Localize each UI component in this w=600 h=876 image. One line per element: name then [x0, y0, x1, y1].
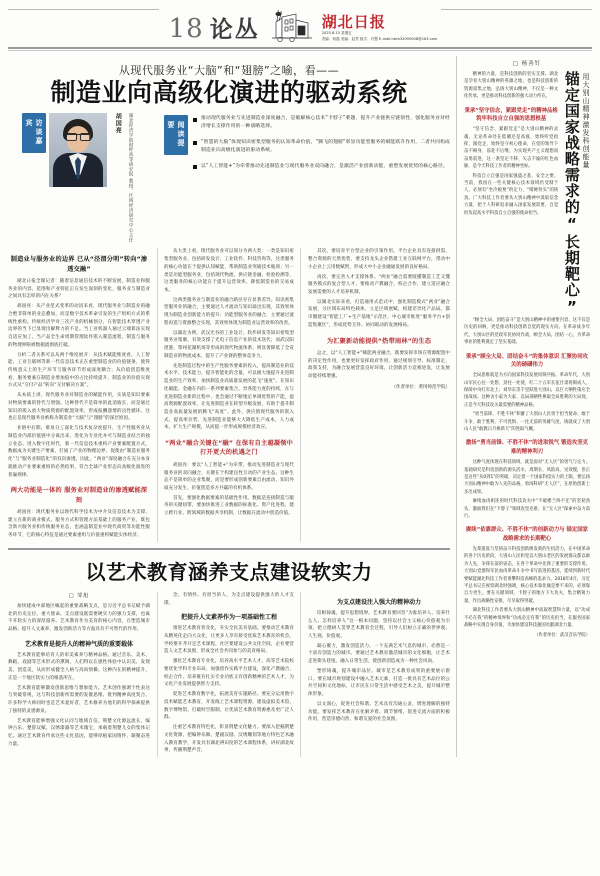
interview-guest-block — [8, 113, 158, 242]
subheading: 为支点建设注入强大的精神动力 — [336, 598, 421, 606]
paragraph: 首先，要强化数据要素的基础性作用。数据是连接制造与服务的关键纽带，要加快推进工业数据的标准化、资产化进程，建立跨行业、跨领域的数据共享机制，让数据在流动中创造价值。 — [164, 495, 294, 517]
paragraph: 赓续血肉相连的时代科技攻关中“不破楼兰终不还”的坚韧劲头，激励我们在“卡脖子”领域攻坚克难，在“无人区”探索中奋力前行。 — [464, 499, 590, 519]
interview-guest-tag: 访谈嘉宾 — [22, 113, 46, 153]
feature-column-3 — [308, 248, 450, 541]
reading-points-list — [193, 115, 450, 178]
bottom-article — [8, 556, 450, 757]
paragraph: 促进艺术教育数字化，拓展美育实施路径。要充分运用数字技术赋能艺术教育，开发线上艺术课程资源，建设虚拟美术馆、数字博物馆，打破时空限制，让优质艺术教育资源惠及更广泛人群。 — [164, 692, 294, 721]
paragraph: 精神的力量，是科技创新的坚实支撑。湖北是孕育大别山精神的英雄之地，也是科技创新的资源富集之地，弘扬大别山精神，不仅是一种文化传承，更是推动科技创新的强大动力所在。 — [464, 72, 559, 100]
paragraph: 分析二者关系可以从两个维度展开：从技术赋能维度看，人工智能、工业互联网等新一代信息技术正在重塑制造业的价值链条，使得传统意义上的生产环节与服务环节形成深度耦合；从价值创造维度看，服务要素在制造业增加值中的占比持续提升，制造业的价值实现方式从“交付产品”转向“交付解决方案”。 — [8, 352, 150, 389]
list-item — [193, 163, 450, 171]
point-text: “智慧的大脑”体现知识密集型服务的认知革命价值，“腾飞的翅膀”彰显功能型服务的赋能跃升作用，二者共同构成制造业向高级化演进的驱动系统。 — [201, 139, 450, 154]
paragraph: 胡国亮：现代服务业以现代科学技术为中介及信息技术为支撑，建立在新的商业模式、服务方式和管理方法基础上的服务产业，既包含新兴服务业和传统服务业态，也涵盖制造业中现代商贸等功能性服务环节，它的核心特征是通过要素重组与价值重构赋能实体经济。 — [8, 509, 150, 539]
brand-title: 湖北日报 — [321, 12, 386, 31]
guest-affiliation: 湖北经济学院财经高等研究院 教授、区域经济研究中心主任 — [128, 113, 134, 243]
masthead-inner — [159, 8, 442, 46]
paragraph: 以湖北实际来看，打造通用式范式中，强化制造模式“两业”融合发展，分区域布局特色载体，立足区域禀赋，构建差异化产品局。都市圈建设“智能工厂+生产基地”示范区，中心城市推进“服务平台+创造集聚区”，形成优势互补、协同联动的发展格局。 — [308, 299, 450, 328]
page-grid — [8, 56, 592, 757]
paragraph: 湖北日报全媒记者：随着信息通信技术的不断发展，制造业和服务业的内容、范围和产业特征正在发生深刻的变化，服务业与制造业之间具有怎样的内在关系？ — [8, 278, 150, 300]
paragraph: 胡国亮：从产业范式变革的动因来看，现代服务业与制造业的融合绝非简单的业态叠加，而是数字技术革命引发的生产组织方式的系统性重构。传统经济学对三次产业的机械划分，在智能技术穿透产业边界的当下已显现出解释力的不足。当工业机器人通过云端算法实现自适应加工，当产品全生命周期管理软件嵌入制造流程，制造与服务的物理界限被数据流彻底打破。 — [8, 304, 150, 348]
paragraph: 艺术教育能够增强文化认同与地域自信。荆楚文化源远流长，编钟古乐、楚辞汉赋、汉绣漆器等艺术瑰宝，承载着荆楚儿女的集体记忆。通过艺术教育传承这些文化基因，能够厚植家国情怀，凝聚奋进力量。 — [8, 718, 150, 747]
right-article-body — [464, 71, 558, 317]
issue-date: 2025.8.15 星期五 — [321, 31, 352, 36]
section-divider — [8, 548, 450, 550]
paragraph: 先进制造过程中的生产性服务要素的投入，提高制造业的技术水平、技术能力，提升智能化的含量，可以极大地提升先进制造业的生产效率，加快制造业高质量发展的起飞“速度”。在知识化赋能、金融在内的一系列要素集合、异各能力度的持续，在与先进制造业新的过程中，也会通过不断地定单调优势的产能，提高资源配置效率，让先进制造业在转型升级发展，有助于提升制造业高质量发展的腾飞“高度”。此外，供应链现代服务的嵌入式，提高率位势，先进制造业能够大大降低生产成本，人力成本，扩大生产规模，从而提一步形成规模经济效应。 — [164, 363, 294, 431]
right-article-title-wrap — [562, 71, 590, 317]
subheading: 艺术教育是提升人的精神气质的重要载体 — [24, 640, 133, 648]
paragraph: 以文润心，促进社会和谐。艺术具有沟通心灵、增进理解的独特功能。要发挥艺术教育在化解矛盾、调节情绪、促进交流方面的积极作用，营造崇德向善、和谐友爱的社会氛围。 — [308, 701, 450, 723]
subheading: 把提升人文素养作为一项基础性工程 — [180, 614, 277, 622]
subheading: 为汇聚新动能提供“热带雨林”的生态 — [326, 337, 432, 345]
masthead — [8, 0, 592, 46]
subheading: 两大功能是一体的 服务业对制造业的渗透赋能深刻 — [10, 487, 148, 504]
paragraph: 加快建成中部地区崛起的重要战略支点，是习近平总书记赋予湖北的历史定位、重大使命。支点建设既需要硬实力的强力支撑，也离不开软实力的深厚滋养。艺术教育作为美育的核心内容，在塑造城市品格、提升人文素养、激发创新活力等方面具有不可替代的作用。 — [8, 603, 150, 632]
bottom-body-columns — [8, 592, 450, 757]
paragraph: “顾全大局、团结奋斗”是大别山精神中的重要内容，这不仅是历史的回响，更是推动科技创新自觉的现实方向。在革命战争年代，大别山区的党政军民协同作战，顾全大局，团结一心，为革命事业的胜利奠定了坚实基础。 — [464, 318, 590, 346]
paragraph: 科技自立自强是国家强盛之基、安全之要。当前，我国在一些关键核心技术领域仍受制于人，必须有“坐冷板凳”的定力、“啃硬骨头”的韧劲。广大科技工作者要从大别山精神中汲取信念力量，把个人科研追求融入国家发展需要，自觉担负起高水平科技自立自强的使命担当。 — [464, 173, 559, 216]
subheading: 秉承“坚守信念，紧跟党走”的精神品格 筑牢科技自立自强的思想根基 — [464, 107, 558, 122]
subheading: 秉承“顾全大局、团结奋斗”的集体意识 汇聚协同攻关的磅礴伟力 — [465, 353, 589, 368]
masthead-rule — [8, 47, 592, 49]
nameplate — [322, 14, 438, 42]
point-text: 以“人工智能+”为牵带推动先进制造业与现代服务业双向融合，是激活产业创新动能、重塑发展优势的核心路径。 — [201, 163, 448, 169]
paragraph: 塑形铸魂，提升城市品位。城市是艺术教育成果的重要展示窗口。要在城市规划建设中融入艺术元素，打造一批具有艺术品位的公共空间和文化地标，让市民在日常生活中感受艺术之美，提升城市整体形象。 — [308, 668, 450, 698]
list-item — [193, 139, 450, 156]
paragraph: 从本质上讲，现代服务业对制造业的赋能作用，实质是知识要素对物质要素的替代与增强。这种替代不是简单的此消彼长，而是通过知识的嵌入放大物质资源的配置效率，形成报酬递增的良性循环。这也正是现代服务业被称为制造业“大脑”与“翅膀”的深层原因。 — [8, 393, 150, 422]
paragraph: “勇当前锋、不胜不休”积蓄了大别山人民勇于担当使命、敢于斗争、敢于胜利、不可畏惧、一往无前的英雄气度，铸就成了大别山人民“敢教日月换新天”的进取气概。 — [464, 412, 590, 433]
paragraph: 艺术教育能够激发创新思维与想象能力。艺术创作强调个性表达与突破常规，这与科技创新所需要的发散思维、批判精神高度契合。许多科学大师同时也是艺术爱好者，艺术修养为他们的科学探索提供了独特的灵感源泉。 — [8, 685, 150, 714]
guest-portrait-photo — [49, 113, 107, 187]
point-text: 推动现代服务业与先进制造业深度融合，是破解核心技术“卡脖子”难题、提升产业链供应链韧性、强化服务业对经济增长支撑作用的一种战略选择。 — [201, 116, 450, 130]
paragraph: “坚守信念、紧跟党走”是大别山精神的灵魂，无论革命处在低潮还是高涨，始终听党指挥、跟党走，始终坚守初心使命，在党的领导下奋不顾身、前赴不后继，为实现共产主义理想而奋勇前进，这一条坚定不移、矢志不渝的红色血脉，是今天科技工作者的精神坐标。 — [464, 127, 559, 170]
bottom-headline: 以艺术教育涵养支点建设软实力 — [85, 559, 373, 584]
paragraph: 胡国亮：要以“人工智能+”为牵带，推动先进制造业与现代服务业的双向融合，关键在于构建良性互动的产业生态。这种生态不是简单的企业集聚，而是要形成创新要素自由流动、知识外溢充分发生、价值创造多方共赢的有机体系。 — [164, 462, 294, 491]
feature-column-1 — [8, 248, 150, 541]
subheading: 激扬“勇当前锋、不胜不休”的进取锐气 锻造攻坚克难的精神利刃 — [465, 440, 589, 455]
editor-credits: 责编：何磊 美编：赵君 版式：许慧 E-mail:hbrb32095008@163.com — [321, 36, 438, 41]
feature-body-columns — [8, 248, 450, 541]
section-name: 论丛 — [209, 17, 260, 43]
masthead-rule-thin — [8, 50, 592, 51]
paragraph: 其次，要培育平台型企业的引领作用。平台企业具有连接供需、整合资源的天然优势，要支持龙头企业搭建工业互联网平台，带动中小企业上云用数赋智，形成大中小企业融通发展的良好格局。 — [308, 249, 450, 270]
paragraph: 总之，以“人工智能+”赋能两业融合，既要发挥市场在资源配置中的决定性作用，也要更好发挥政府作用，通过规划引导、标准制定、政策支持，为融合发展营造良好环境，让创新活力竞相迸发，让发展动能持续增强。 — [308, 350, 450, 380]
paragraph: 艺术教育能够培育人的审美素养与精神品格。通过音乐、美术、舞蹈、戏剧等艺术形式的熏陶，人们得以在感性体验中认识美、发现美、创造美，从而形成健全人格与高尚情操。这种内在的精神提升，正是一个地区软实力的根基所在。 — [8, 652, 150, 681]
bottom-column-3 — [308, 592, 450, 757]
guest-name: 胡国亮 — [114, 113, 122, 134]
subheading: 赓续“依靠群众、不胜不休”的创新动力与 锚定国家战略需求的长期靶心 — [465, 527, 589, 542]
page-number: 18 — [168, 14, 204, 44]
feature-intro-row — [8, 113, 450, 242]
feature-headline: 制造业向高级化演进的驱动系统 — [50, 78, 408, 107]
paragraph: 以湖北为例，武汉光谷的工业设计、软件研发等知识密集型服务业集聚，有效支撑了光电子信息产业的技术迭代；而武汉阳逻港、鄂州花湖机场等形成的现代物流体系，则显著降低了全省制造业的物流成本，提升了产业链的整体竞争力。 — [164, 330, 294, 359]
paragraph: 念、有情怀、有担当的人，为支点建设提供强大的人才支撑。 — [164, 592, 294, 606]
list-item — [193, 115, 450, 132]
bullet-square-icon — [193, 165, 197, 169]
subheading: “两业”融合关键在“融” 在保有自主越凝领中打开更大的机遇之门 — [164, 440, 293, 457]
paragraph: 注重艺术教育特色化，彰显荆楚文化魅力。要深入挖掘荆楚文化资源，把编钟乐舞、楚剧汉剧、汉绣雕刻等地方特色艺术融入教育教学，开发具有湖北辨识度的艺术课程体系，讲好湖北故事，传播荆楚声音。 — [164, 725, 294, 754]
paragraph: 凝心聚力，激发创造活力。一个充满艺术气息的城市，必然是一个富有创造力的城市。要通过艺术教育激活城市的文化细胞，让艺术走进街头巷尾、融入日常生活，使创新创造成为一种社会风尚。 — [308, 643, 450, 665]
paragraph: 培根铸魂，提升思想境界。艺术教育要回答“为谁培养人、培养什么人、怎样培养人”这一根本问题，坚持以社会主义核心价值观为引领，把立德树人贯穿艺术教育全过程，引导人们树立正确的世界观、人生观、价值观。 — [308, 610, 450, 639]
right-article-subheadline: 用大别山精神激发科创能量 — [582, 73, 590, 169]
paragraph: 强化艺术教育专业化，培养高水平艺术人才。高等艺术院校要优化学科专业布局，加强创作实践平台建设，深化产教融合、校企合作，培养既有扎实专业功底又有创新精神的艺术人才，为文化产业发展提供智力支持。 — [164, 659, 294, 688]
paragraph: 业链中后期，难易分工深化与技术复杂度提升，生产性服务业从制造业内部价值链中分离出来，进化为专业化并可与制造业结合的独立业态。进入数字化时代，新一代信息技术重构产业要素配置方式，数据成为关键生产要素，打通了产业的物理边界，促使由“制造业服务化”与“服务业制造化”的双向渗透。因此，“两业”深度融合在充分本身就推动产业要素重组的必然结果，符合全球产业形态向高级化演进的普遍规律。 — [8, 426, 150, 478]
paragraph: 这种气度体现在科技领域，就是面对“无人区”的勇气与定力。基础研究是科技创新的源头活水，周期长、风险高、见效慢，但正是这些“从0到1”的突破，决定着一个国家科技实力的上限。要弘扬大别山精神中敢为人先的品格，勇闯科研“无人区”，在原始创新上多出成果。 — [464, 460, 590, 495]
printing-press-illustration-icon — [270, 8, 314, 42]
right-article — [464, 71, 590, 317]
paragraph: 湖北科技工作者要从大别山精神中汲取智慧和力量，以“功成不必在我”的精神境界和“功成必定有我”的历史担当，在服务国家战略中实现自身价值，为加快建设科技强国贡献湖北力量。 — [464, 608, 590, 628]
paragraph: 这两类服务业与制造业的融合路径存在显著差异。知识密集型服务业的融合，主要通过人才流动与知识溢出实现，其效果体现为制造业创新能力的提升；功能型服务业的融合，主要通过流程再造与资源整合实现，其效果体现为制造业运营效率的改善。 — [164, 297, 294, 326]
feature-kicker: 从现代服务业“大脑”和“翅膀”之喻，看—— — [118, 64, 340, 77]
right-article-byline-top: □ 杨善钉 — [512, 61, 542, 67]
right-article-credit: （作者单位：武汉音乐学院） — [534, 633, 590, 639]
bottom-byline: □ 邹旭 — [68, 592, 90, 599]
paragraph: 先辈遗汲与坚韧奋斗科技创新焕发新的生机活力，在中国革命的各个历史阶段，大别山人民和党以大别山老区的发展群众都以敢为人先、争锋在前的姿态，在各个革命中先锋了重要的支撑作用。大别山党群和军民血肉革命斗争中书写前进的基因，延续到新时代要赋能湖北科技工作者勇攀科技高峰的追求力。2018年4月，习近平总书记在视察湖北时强调，核心技术靠化缘是要不来的，必须靠自力更生。要在关键领域、卡脖子的地方下大功夫，集合精锐力量，作出战略性安排，尽早取得突破。 — [464, 547, 590, 604]
paragraph: 全局思维就是为方向国家科技发展同频共振。革命年代，大别山军民心往一处想、劲往一处使，红二十五军长征甘肃将制成人，保障中央红军北上；刘华东等千里跃进大别山，以巨大牺牲策应全国战场。这种舍小家为大家、以局部牺牲换取全局胜利的大局观，正是今天科技攻关最需要的精神品格。 — [464, 373, 590, 408]
paragraph: 再次，要完善人才支撑体系。“两业”融合需要既懂制造工艺又懂服务模式的复合型人才，要推动产教融合、校企合作，建立适应融合发展需要的人才培养机制。 — [308, 274, 450, 295]
main-column — [8, 56, 450, 757]
bullet-square-icon — [193, 141, 197, 145]
paragraph: 从大类上看，现代服务业可以划分为两大类：一类是知识密集型服务业，包括研发设计、工业软件、科技咨询等，这类服务的核心功能在于提供认知赋能，帮助制造业突破技术瓶颈；另一类是功能型服务业，包括现代物流、供应链金融、检验检测等，这类服务的核心功能在于提升运营效率，降低制造业的交易成本。 — [164, 249, 294, 293]
right-column — [456, 56, 590, 757]
feature-column-2 — [157, 248, 301, 541]
article-credit: （作者单位：黄冈师范学院） — [391, 384, 450, 390]
bottom-column-2 — [157, 592, 301, 757]
reading-points-tag: 阅读提要 — [164, 115, 188, 155]
reading-points-block — [164, 113, 450, 242]
paragraph: 推进艺术教育普及化，夯实全民美育基础。要推动艺术教育从精英化走向大众化，让更多人享有接受优质艺术教育的机会。学校要开齐开足艺术课程，社区要建设公共文化空间，企业要营造人文艺术氛围，形成全社会共同参与的美育格局。 — [164, 626, 294, 655]
bottom-column-1 — [8, 592, 150, 757]
bullet-square-icon — [193, 118, 197, 122]
right-article-headline: 锚定国家战略需求的“长期靶心” — [562, 71, 581, 317]
subheading: 制造业与服务业的边界 已从“泾渭分明”转向“渗透交融” — [10, 256, 148, 273]
